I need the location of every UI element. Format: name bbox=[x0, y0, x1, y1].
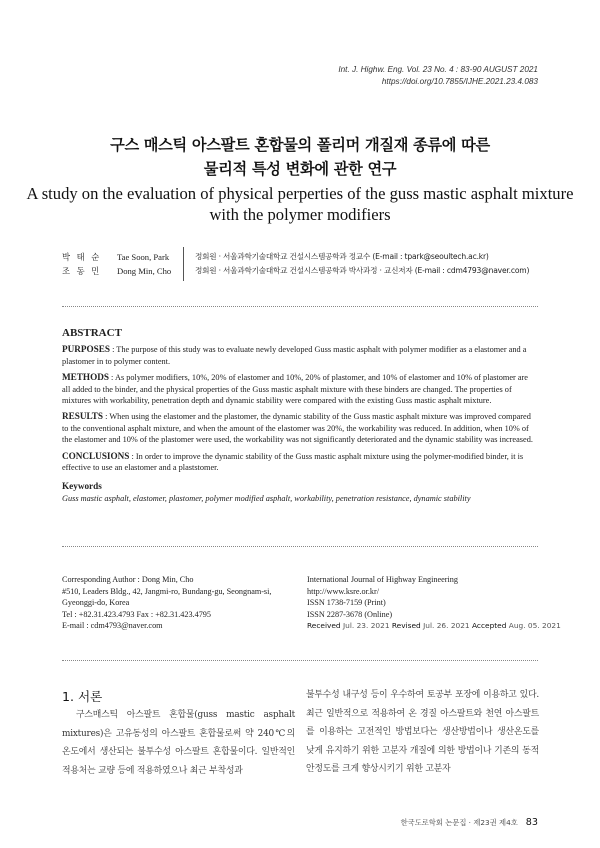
abstract-conclusions bbox=[62, 451, 538, 474]
journal-header bbox=[338, 64, 538, 88]
author-affiliation: 정회원 · 서울과학기술대학교 건설시스템공학과 박사과정 · 교신저자 (E-mail : cdm4793@naver.com) bbox=[195, 266, 530, 275]
accepted-label: Accepted bbox=[471, 621, 507, 631]
english-title-line2: with the polymer modifiers bbox=[209, 205, 391, 224]
methods-label: METHODS bbox=[62, 372, 109, 383]
author-divider bbox=[183, 247, 184, 281]
purposes-label: PURPOSES bbox=[62, 344, 110, 355]
journal-citation-name: Int. J. Highw. Eng. bbox=[338, 65, 405, 74]
author-name-ko: 박 태 순 bbox=[62, 252, 102, 262]
revised-label: Revised bbox=[391, 621, 421, 631]
footer-journal: 한국도로학회 논문집 · 제23권 제4호 bbox=[400, 818, 518, 827]
received-label: Received bbox=[307, 621, 341, 631]
accepted-date: Aug. 05. 2021 bbox=[506, 621, 561, 631]
abstract-heading: ABSTRACT bbox=[62, 327, 122, 339]
journal-info-line: International Journal of Highway Engineering bbox=[307, 575, 458, 584]
author-affiliation: 정회원 · 서울과학기술대학교 건설시스템공학과 정교수 (E-mail : tpark@seoultech.ac.kr) bbox=[195, 252, 489, 261]
corr-line: Gyeonggi-do, Korea bbox=[62, 598, 130, 608]
author-name-ko: 조 동 민 bbox=[62, 266, 102, 276]
corresponding-author-block bbox=[62, 574, 271, 632]
journal-info-line: ISSN 1738-7159 (Print) bbox=[307, 598, 386, 608]
english-title bbox=[0, 183, 600, 225]
conclusions-label: CONCLUSIONS bbox=[62, 450, 130, 461]
corr-email[interactable]: E-mail : cdm4793@naver.com bbox=[62, 621, 163, 631]
journal-info-block bbox=[307, 574, 561, 632]
body-column-right: 불투수성 내구성 등이 우수하여 토공부 포장에 이용하고 있다. 최근 일반적으로 적용하여 온 경질 아스팔트와 천연 아스팔트를 이용하는 고전적인 방법보다는 생산방법이나 생산온도를 낮게 유지하기 위한 고분자 개질에 의한 방법이나 기존의 동적 안정도를 크게 향상시키기 위한 고분자 bbox=[306, 690, 539, 774]
article-dates bbox=[307, 620, 561, 632]
journal-url[interactable]: http://www.ksre.or.kr/ bbox=[307, 586, 380, 596]
journal-citation-rest: Vol. 23 No. 4 : 83-90 AUGUST 2021 bbox=[404, 65, 538, 74]
body-column-left bbox=[62, 706, 295, 780]
korean-title-line2: 물리적 특성 변화에 관한 연구 bbox=[203, 160, 397, 178]
results-text: : When using the elastomer and the plastomer, the dynamic stability of the Guss mastic asphalt mixture was improved compared to the conventional asphalt mixture, and when the amount of the elastomer was 20%, the workability was reduced. In addition, when 10% of the elastomer and 10% of the plastomer were used, the workability was not significantly deteriorated and the dynamic stability was increased. bbox=[62, 412, 533, 445]
author-name-en: Tae Soon, Park bbox=[117, 252, 170, 262]
korean-title-line1: 구스 매스틱 아스팔트 혼합물의 폴리머 개질재 종류에 따른 bbox=[110, 136, 490, 154]
corr-line: Tel : +82.31.423.4793 Fax : +82.31.423.4795 bbox=[62, 609, 211, 619]
abstract-results bbox=[62, 411, 538, 445]
received-date: Jul. 23. 2021 bbox=[340, 621, 392, 631]
abstract-section bbox=[62, 328, 538, 504]
keywords-text: Guss mastic asphalt, elastomer, plastomer, polymer modified asphalt, workability, penetration resistance, dynamic stability bbox=[62, 493, 471, 503]
abstract-purposes bbox=[62, 344, 538, 367]
journal-info-line: ISSN 2287-3678 (Online) bbox=[307, 609, 393, 619]
page-footer bbox=[401, 817, 538, 828]
divider bbox=[62, 546, 538, 547]
korean-title bbox=[0, 133, 600, 181]
results-label: RESULTS bbox=[62, 411, 104, 422]
section-title: 1. 서론 bbox=[62, 689, 103, 704]
body-text-left: 구스매스틱 아스팔트 혼합물(guss mastic asphalt mixtures)은 고유동성의 아스팔트 혼합물로써 약 240℃의 온도에서 생산되는 불투수성 아스팔트 혼합물이다. 일반적인 적용처는 교량 등에 적용하였으나 최근 부착성과 bbox=[62, 710, 295, 776]
methods-text: : As polymer modifiers, 10%, 20% of elastomer and 10%, 20% of plastomer, and 10% of elastomer and 10% of plastomer are all added to the binder, and the physical properties of the Guss mastic asphalt mixture with these binders are changed. The properties of mixtures with workability, penetration depth and dynamic stability were compared with the existing Guss mastic asphalt mixture. bbox=[62, 373, 528, 406]
purposes-text: : The purpose of this study was to evaluate newly developed Guss mastic asphalt with polymer modifier as a elastomer and a plastomer in to polymer content. bbox=[62, 345, 527, 366]
revised-date: Jul. 26. 2021 bbox=[420, 621, 472, 631]
conclusions-text: : In order to improve the dynamic stability of the Guss mastic asphalt mixture using the polymer-modified binder, it is effective to use an elastomer and a plaststomer. bbox=[62, 451, 524, 473]
divider bbox=[62, 660, 538, 661]
journal-doi[interactable]: https://doi.org/10.7855/IJHE.2021.23.4.083 bbox=[381, 77, 538, 86]
keywords-heading: Keywords bbox=[62, 481, 102, 492]
corr-line: Corresponding Author : Dong Min, Cho bbox=[62, 575, 194, 584]
page-number: 83 bbox=[525, 817, 538, 828]
author-name-en: Dong Min, Cho bbox=[117, 266, 172, 276]
journal-citation bbox=[338, 64, 538, 76]
divider bbox=[62, 306, 538, 307]
english-title-line1: A study on the evaluation of physical perperties of the guss mastic asphalt mixture bbox=[26, 184, 574, 203]
corr-line: #510, Leaders Bldg., 42, Jangmi-ro, Bundang-gu, Seongnam-si, bbox=[62, 586, 272, 596]
abstract-methods bbox=[62, 372, 538, 406]
